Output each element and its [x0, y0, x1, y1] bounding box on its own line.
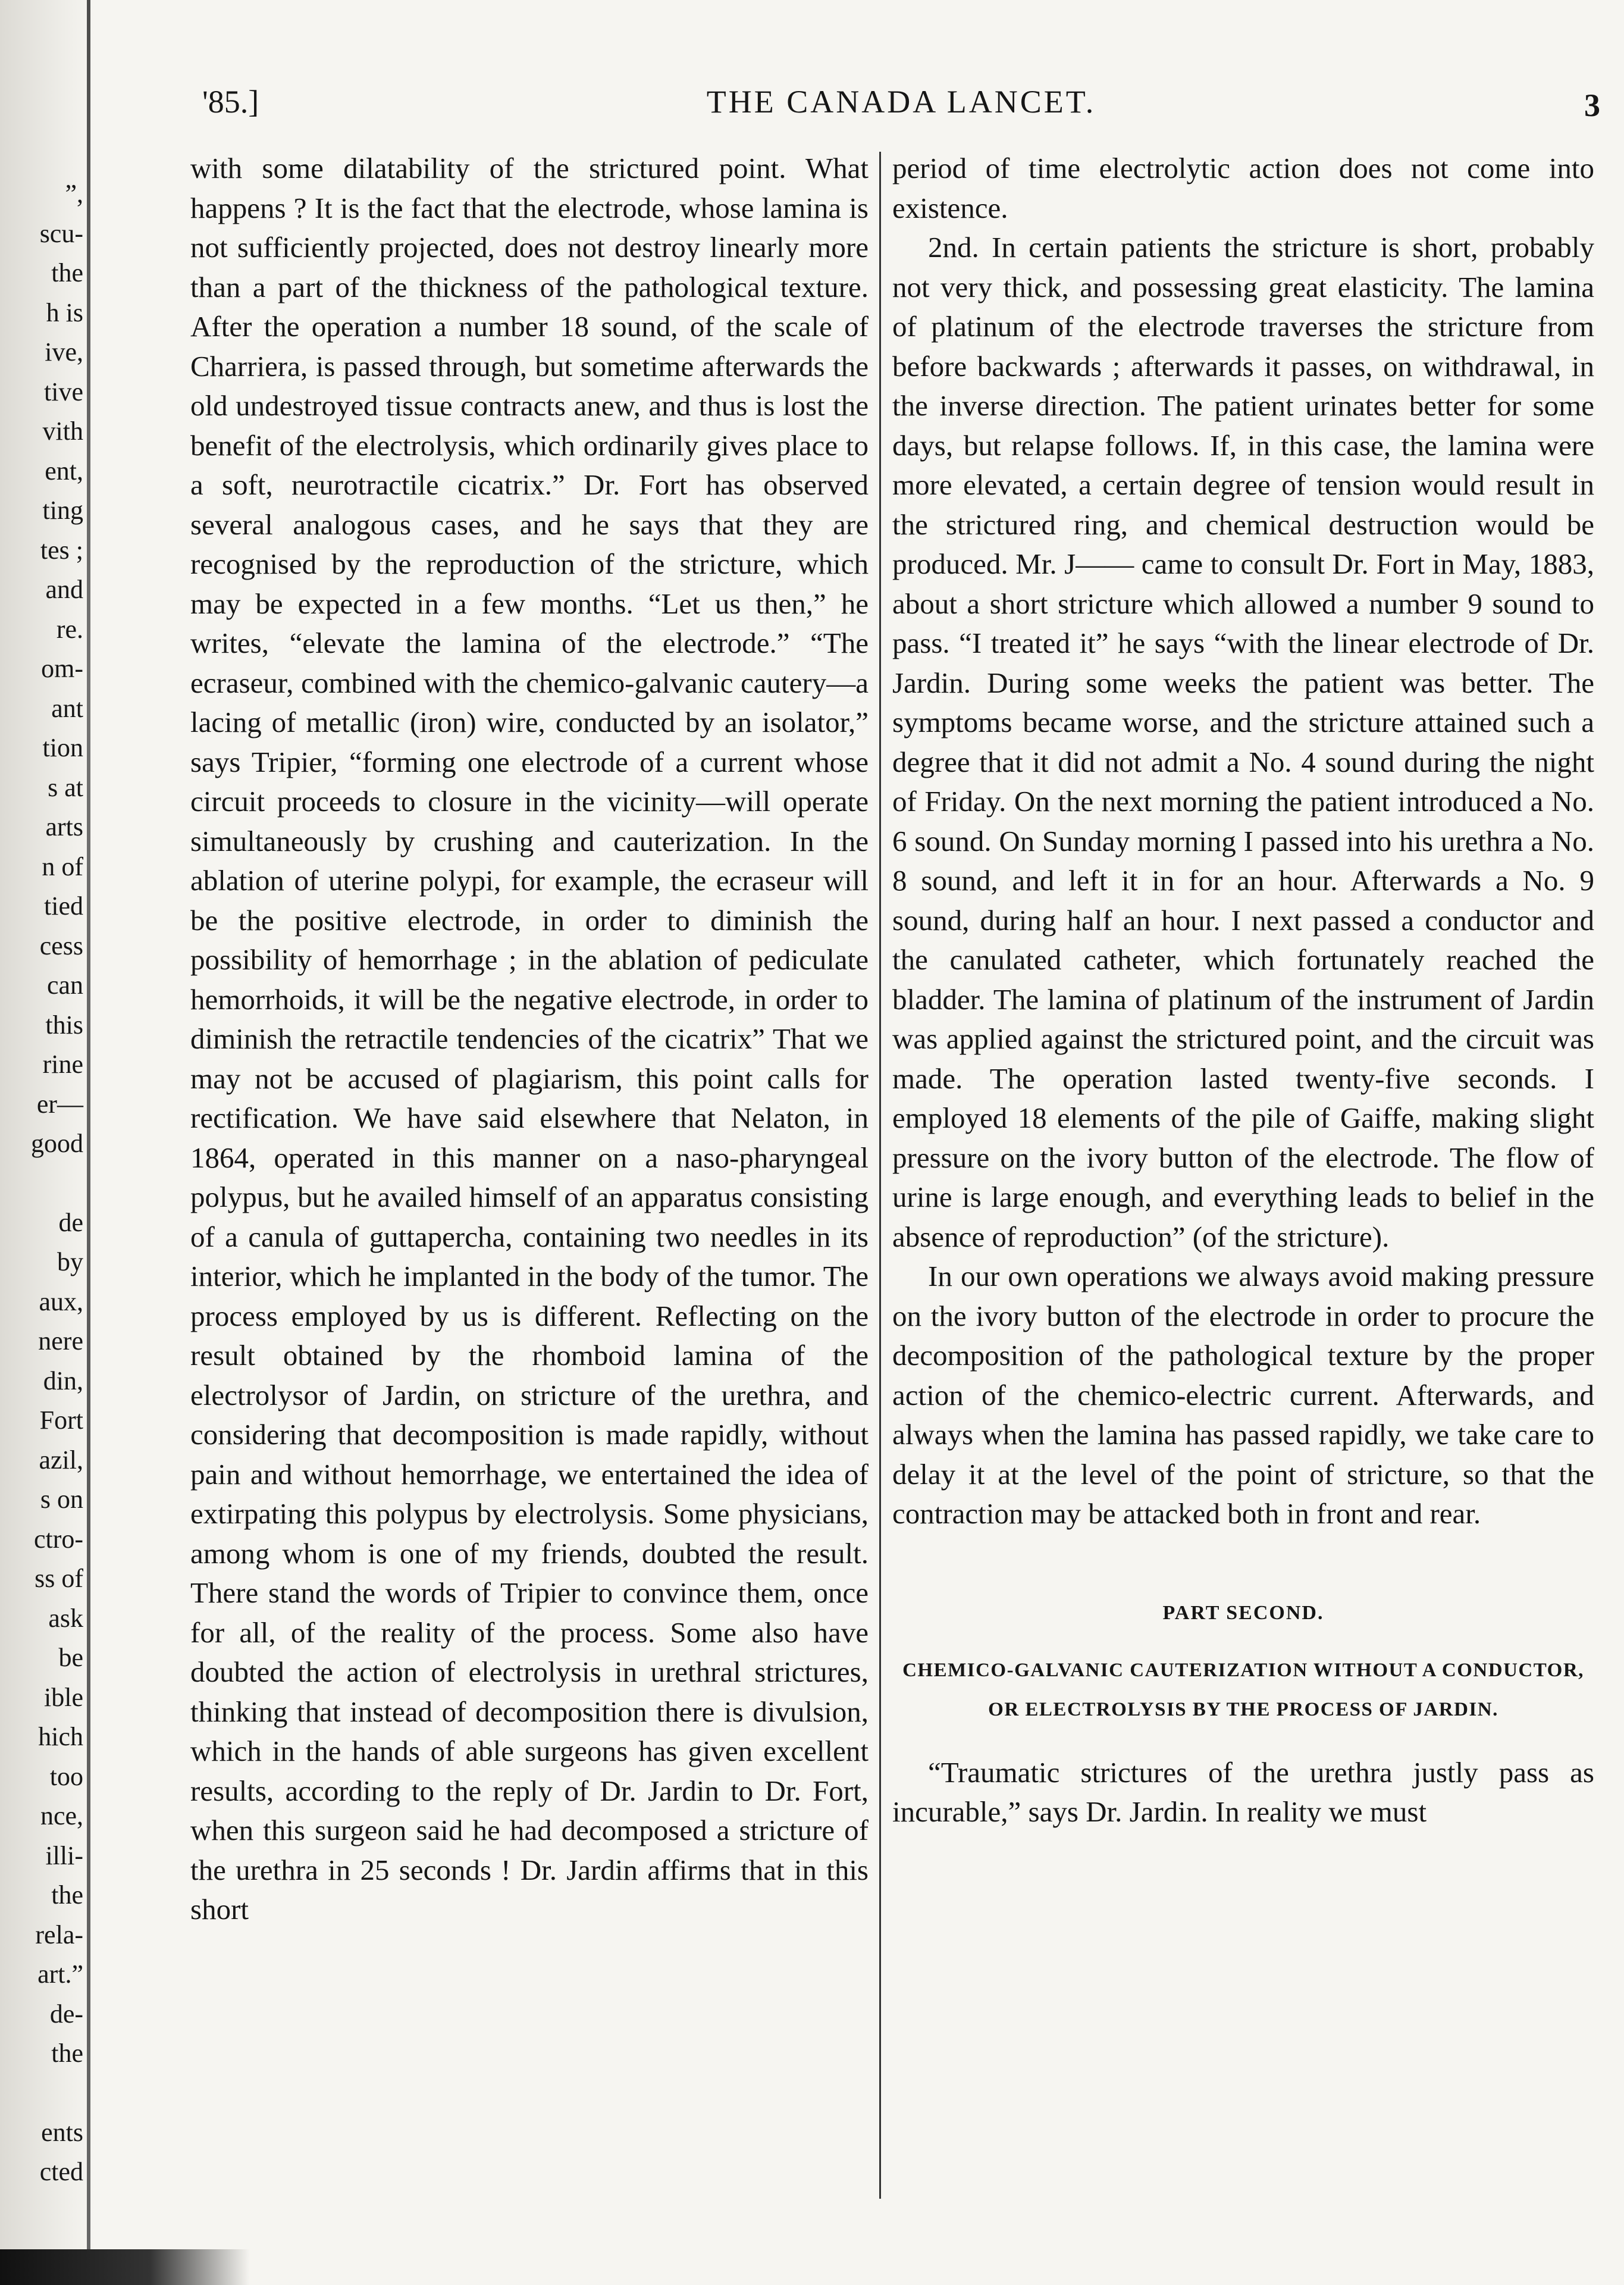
margin-fragment: h is: [46, 298, 83, 327]
margin-fragment: cess: [39, 931, 83, 960]
facing-page-fragments: [6, 179, 83, 2186]
journal-title: THE CANADA LANCET.: [706, 84, 1096, 120]
margin-fragment: can: [46, 971, 83, 1000]
margin-fragment: ”,: [65, 179, 83, 208]
paragraph: period of time electrolytic action does not come into existence.: [892, 152, 1594, 224]
paragraph: 2nd. In certain patients the stricture is short, probably not very thick, and possessing great elasticity. The lamina of platinum of the electrode traverses the stricture from before backwards ; afterwards it passes, on withdrawal, in the inverse direction. The patient urinates better for some days, but relapse follows. If, in this case, the lamina were more elevated, a certain degree of tension would result in the strictured ring, and chemical destruction would be produced. Mr. J—— came to consult Dr. Fort in May, 1883, about a short stricture which allowed a number 9 sound to pass. “I treated it” he says “with the linear electrode of Dr. Jardin. During some weeks the patient was better. The symptoms became worse, and the stricture attained such a degree that it did not admit a No. 4 sound during the night of Friday. On the next morning the patient introduced a No. 6 sound. On Sunday morning I passed into his urethra a No. 8 sound, and left it in for an hour. Afterwards a No. 9 sound, during half an hour. I next passed a conductor and the canulated catheter, which fortunately reached the bladder. The lamina of platinum of the instrument of Jardin was applied against the strictured point, and the circuit was made. The operation lasted twenty-five seconds. I employed 18 elements of the pile of Gaiffe, making slight pressure on the ivory button of the electrode. The flow of urine is large enough, and everything leads to belief in the absence of reproduction” (of the stricture).: [892, 231, 1594, 1253]
margin-fragment: aux,: [39, 1287, 83, 1316]
margin-fragment: de-: [49, 1999, 83, 2029]
margin-fragment: by: [57, 1247, 83, 1276]
paragraph: In our own operations we always avoid making pressure on the ivory button of the electrode in order to procure the decomposition of the pathological texture by the proper action of the chemico-electric current. Afterwards, and always when the lamina has passed rapidly, we take care to delay it at the level of the point of stricture, so that the contraction may be attacked both in front and rear.: [892, 1260, 1594, 1530]
binding-edge: [87, 0, 90, 2285]
margin-fragment: tion: [42, 733, 83, 762]
paragraph: “Traumatic strictures of the urethra justly pass as incurable,” says Dr. Jardin. In reality we must: [892, 1755, 1594, 1828]
margin-fragment: ant: [51, 693, 83, 723]
margin-fragment: the: [51, 2039, 83, 2068]
margin-fragment: good: [31, 1129, 83, 1158]
page-number: 3: [1584, 87, 1600, 123]
margin-fragment: tied: [44, 891, 83, 921]
volume-year: '85.]: [202, 84, 259, 120]
margin-fragment: art.”: [37, 1960, 83, 1989]
margin-fragment: nere: [38, 1326, 83, 1356]
scan-shadow: [0, 2249, 250, 2285]
margin-fragment: tes ;: [40, 535, 83, 565]
margin-fragment: din,: [43, 1366, 83, 1395]
margin-fragment: tive: [44, 377, 83, 406]
margin-fragment: rine: [42, 1050, 83, 1079]
margin-fragment: the: [51, 258, 83, 287]
margin-fragment: be: [58, 1643, 83, 1672]
margin-fragment: re.: [56, 614, 83, 644]
margin-fragment: ss of: [35, 1564, 83, 1593]
section-subheading: CHEMICO-GALVANIC CAUTERIZATION WITHOUT A CONDUCTOR, OR ELECTROLYSIS BY THE PROCESS OF JARDIN.: [902, 1659, 1584, 1720]
margin-fragment: cted: [39, 2157, 83, 2186]
margin-fragment: this: [45, 1010, 83, 1040]
margin-fragment: ting: [42, 496, 83, 525]
margin-fragment: s on: [40, 1485, 83, 1514]
margin-fragment: the: [51, 1880, 83, 1910]
margin-fragment: too: [49, 1761, 83, 1791]
margin-fragment: de: [58, 1207, 83, 1237]
margin-fragment: s at: [48, 772, 83, 802]
margin-fragment: illi-: [45, 1840, 83, 1870]
margin-fragment: n of: [42, 852, 83, 881]
margin-fragment: hich: [38, 1722, 83, 1751]
paragraph: with some dilatability of the strictured point. What happens ? It is the fact that the electrode, whose lamina is not sufficiently projected, does not destroy linearly more than a part of the thickness of the pathological texture. After the operation a number 18 sound, of the scale of Charriera, is passed through, but sometime afterwards the old undestroyed tissue contracts anew, and thus is lost the benefit of the electrolysis, which ordinarily gives place to a soft, neurotractile cicatrix.” Dr. Fort has observed several analogous cases, and he says that they are recognised by the reproduction of the stricture, which may be expected in a few months. “Let us then,” he writes, “elevate the lamina of the electrode.” “The ecraseur, combined with the chemico-galvanic cautery—a lacing of metallic (iron) wire, conducted by an isolator,” says Tripier, “forming one electrode of a current whose circuit proceeds to closure in the vicinity—will operate simultaneously by crushing and cauterization. In the ablation of uterine polypi, for example, the ecraseur will be the positive electrode, in order to diminish the possibility of hemorrhage ; in the ablation of pediculate hemorrhoids, it will be the negative electrode, in order to diminish the retractile tendencies of the cicatrix” That we may not be accused of plagiarism, this point calls for rectification. We have said elsewhere that Nelaton, in 1864, operated in this manner on a naso-pharyngeal polypus, but he availed himself of an apparatus consisting of a canula of guttapercha, containing two needles in its interior, which he implanted in the body of the tumor. The process employed by us is different. Reflecting on the result obtained by the rhomboid lamina of the electrolysor of Jardin, on stricture of the urethra, and considering that decomposition is made rapidly, without pain and without hemorrhage, we entertained the idea of extirpating this polypus by electrolysis. Some physicians, among whom is one of my friends, doubted the result. There stand the words of Tripier to convince them, once for all, of the reality of the process. Some also have doubted the action of electrolysis in urethral strictures, thinking that instead of decomposition there is divulsion, which in the hands of able surgeons has given excellent results, according to the reply of Dr. Jardin to Dr. Fort, when this surgeon said he had decomposed a stricture of the urethra in 25 seconds ! Dr. Jardin affirms that in this short: [190, 152, 869, 1926]
column-divider: [879, 152, 881, 2199]
section-heading: PART SECOND.: [1162, 1601, 1324, 1624]
margin-fragment: ent,: [45, 456, 83, 486]
margin-fragment: nce,: [40, 1801, 83, 1830]
margin-fragment: ive,: [45, 337, 83, 367]
margin-fragment: om-: [41, 654, 83, 683]
margin-fragment: ctro-: [33, 1524, 83, 1554]
margin-fragment: and: [45, 575, 83, 604]
margin-fragment: ents: [41, 2117, 83, 2147]
margin-fragment: rela-: [35, 1920, 83, 1949]
running-head: [202, 83, 1600, 131]
margin-fragment: ask: [48, 1603, 83, 1633]
margin-fragment: arts: [45, 812, 83, 841]
margin-fragment: vith: [42, 417, 83, 446]
margin-fragment: azil,: [39, 1445, 83, 1475]
margin-fragment: ible: [44, 1682, 83, 1712]
margin-fragment: er—: [36, 1089, 83, 1119]
margin-fragment: scu-: [39, 218, 83, 248]
left-column: [190, 149, 869, 1930]
right-column: [892, 149, 1594, 1832]
margin-fragment: Fort: [39, 1406, 83, 1435]
